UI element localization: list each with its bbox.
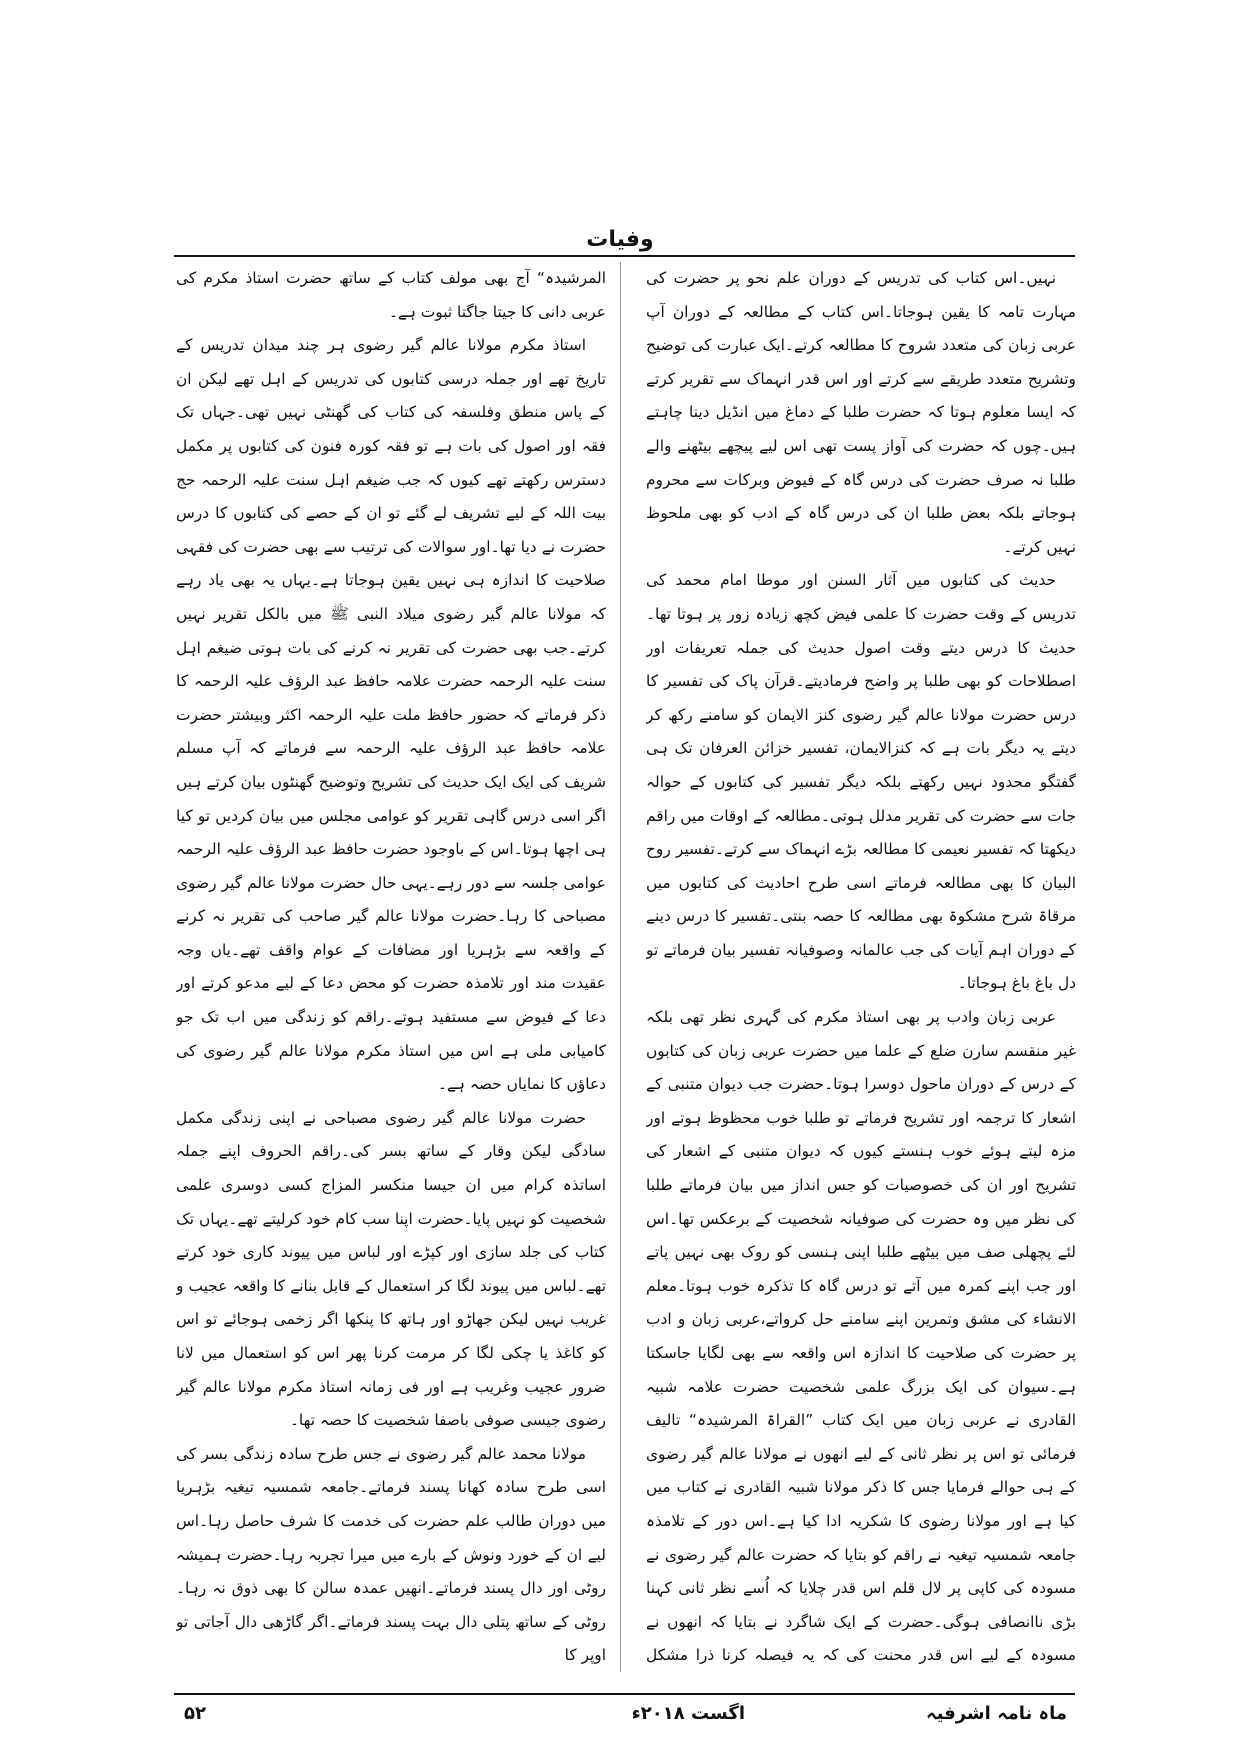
issue-date: اگست ۲۰۱۸ء	[631, 1703, 745, 1724]
page-footer	[174, 1697, 1075, 1731]
paragraph: مولانا محمد عالم گیر رضوی نے جس طرح سادہ زندگی بسر کی اسی طرح سادہ کھانا پسند فرماتے۔جامعہ شمسیہ تیغیہ بڑہریا میں دوران طالب علم حضرت کی خدمت کا شرف حاصل رہا۔اس لیے ان کے خورد ونوش کے بارے میں میرا تجربہ رہا۔حضرت ہمیشہ روٹی اور دال پسند فرماتے۔انھیں عمدہ سالن کا بھی ذوق نہ رہا۔روٹی کے ساتھ پتلی دال بہت پسند فرماتے۔اگر گاڑھی دال آجاتی تو اوپر کا	[176, 1444, 606, 1665]
paragraph: حدیث کی کتابوں میں آثار السنن اور موطا امام محمد کی تدریس کے وقت حضرت کا علمی فیض کچھ زیادہ زور پر ہوتا تھا۔حدیث کا درس دیتے وقت اصول حدیث کی جملہ تعریفات اور اصطلاحات کو بھی طلبا پر واضح فرمادیتے۔قرآن پاک کی تفسیر کا درس حضرت مولانا عالم گیر رضوی کنز الایمان کو سامنے رکھ کر دیتے یہ دیگر بات ہے کہ کنزالایمان، تفسیر خزائن العرفان تک ہی گفتگو محدود نہیں رکھتے بلکہ دیگر تفسیر کی کتابوں کے حوالہ جات سے حضرت کی تقریر مدلل ہوتی۔مطالعہ کے اوقات میں راقم دیکھتا کہ تفسیر نعیمی کا مطالعہ بڑے انہماک سے کرتے۔تفسیر روح البیان کا بھی مطالعہ فرماتے اسی طرح احادیث کی کتابوں میں مرقاۃ شرح مشکوۃ بھی مطالعہ کا حصہ بنتی۔تفسیر کا درس دینے کے دوران اہم آیات کی جب عالمانہ وصوفیانہ تفسیر بیان فرماتے تو دل باغ باغ ہوجاتا۔	[646, 571, 1076, 993]
paragraph: حضرت مولانا عالم گیر رضوی مصباحی نے اپنی زندگی مکمل سادگی لیکن وقار کے ساتھ بسر کی۔راقم الحروف اپنے جملہ اساتذہ کرام میں ان جیسا منکسر المزاج کسی دوسری علمی شخصیت کو نہیں پایا۔حضرت اپنا سب کام خود کرلیتے تھے۔یہاں تک کتاب کی جلد سازی اور کپڑے اور لباس میں پیوند کاری خود کرتے تھے۔لباس میں پیوند لگا کر استعمال کے قابل بنانے کا واقعہ عجیب و غریب نہیں لیکن جھاڑو اور ہاتھ کا پنکھا اگر زخمی ہوجائے تو اس کو کاغذ یا چکی لگا کر مرمت کرنا پھر اس کو استعمال میں لانا ضرور عجیب وغریب ہے اور فی زمانہ استاذ مکرم مولانا عالم گیر رضوی جیسی صوفی باصفا شخصیت کا حصہ تھا۔	[176, 1108, 606, 1430]
left-column	[176, 262, 606, 1672]
section-title: وفیات	[586, 227, 654, 252]
paragraph: المرشیدہ“ آج بھی مولف کتاب کے ساتھ حضرت استاذ مکرم کی عربی دانی کا جیتا جاگتا ثبوت ہے۔	[176, 269, 606, 321]
paragraph: عربی زبان وادب پر بھی استاذ مکرم کی گہری نظر تھی بلکہ غیر منقسم سارن ضلع کے علما میں حضرت عربی زبان کی کتابوں کے درس کے دوران ماحول دوسرا ہوتا۔حضرت جب دیوان متنبی کے اشعار کا ترجمہ اور تشریح فرماتے تو طلبا خوب محظوظ ہوتے اور مزہ لیتے ہوئے خوب ہنستے کیوں کہ دیوان متنبی کے اشعار کی تشریح اور ان کی خصوصیات کو جس انداز میں بیان فرماتے طلبا کی نظر میں وہ حضرت کی صوفیانہ شخصیت کے برعکس تھا۔اس لئے پچھلی صف میں بیٹھے طلبا اپنی ہنسی کو روک بھی نہیں پاتے اور جب اپنے کمرہ میں آتے تو درس گاہ کا تذکرہ خوب ہوتا۔معلم الانشاء کی مشق وتمرین اپنے سامنے حل کرواتے،عربی زبان و ادب پر حضرت کی صلاحیت کا اندازہ اس واقعہ سے بھی لگایا جاسکتا ہے۔سیوان کی ایک بزرگ علمی شخصیت حضرت علامہ شبیہ القادری نے عربی زبان میں ایک کتاب ”القراۃ المرشیدہ“ تالیف فرمائی تو اس پر نظر ثانی کے لیے انھوں نے مولانا عالم گیر رضوی کے ہی حوالے فرمایا جس کا ذکر مولانا شبیہ القادری نے کتاب میں کیا ہے اور مولانا رضوی کا شکریہ ادا کیا ہے۔اس دور کے تلامذہ جامعہ شمسیہ تیغیہ نے راقم کو بتایا کہ حضرت عالم گیر رضوی نے مسودہ کی کاپی پر لال قلم اس قدر چلایا کہ اُسے نظر ثانی کہنا بڑی ناانصافی ہوگی۔حضرت کے ایک شاگرد نے بتایا کہ انھوں نے مسودہ کے لیے اس قدر محنت کی کہ یہ فیصلہ کرنا ذرا مشکل	[646, 1008, 1076, 1665]
paragraph: استاذ مکرم مولانا عالم گیر رضوی ہر چند میدان تدریس کے تاریخ تھے اور جملہ درسی کتابوں کی تدریس کے اہل تھے لیکن ان کے پاس منطق وفلسفہ کی کتاب کی گھنٹی نہیں تھی۔جہاں تک فقہ اور اصول کی بات ہے تو فقہ کورہ فنون کی کتابوں پر مکمل دسترس رکھتے تھے کیوں کہ جب ضیغم اہل سنت علیہ الرحمہ حج بیت اللہ کے لیے تشریف لے گئے تو ان کے حصے کی کتابوں کا درس حضرت نے دیا تھا۔اور سوالات کی ترتیب سے بھی حضرت کی فقہی صلاحیت کا اندازہ ہی نہیں یقین ہوجاتا ہے۔یہاں یہ بھی یاد رہے کہ مولانا عالم گیر رضوی میلاد النبی ﷺ میں بالکل تقریر نہیں کرتے۔جب بھی حضرت کی تقریر نہ کرنے کی بات ہوتی ضیغم اہل سنت علیہ الرحمہ حضرت علامہ حافظ عبد الرؤف علیہ الرحمہ کا ذکر فرماتے کہ حضور حافظ ملت علیہ الرحمہ اکثر وبیشتر حضرت علامہ حافظ عبد الرؤف علیہ الرحمہ سے فرماتے کہ آپ مسلم شریف کی ایک ایک حدیث کی تشریح وتوضیح گھنٹوں بیان کرتے ہیں اگر اسی درس گاہی تقریر کو عوامی مجلس میں بیان کردیں تو کیا ہی اچھا ہوتا۔اس کے باوجود حضرت حافظ عبد الرؤف علیہ الرحمہ عوامی جلسہ سے دور رہے۔یہی حال حضرت مولانا عالم گیر رضوی مصباحی کا رہا۔حضرت مولانا عالم گیر صاحب کی تقریر نہ کرنے کے واقعہ سے بڑہریا اور مضافات کے عوام واقف تھے۔یاں وجہ عقیدت مند اور تلامذہ حضرت کو محض دعا کے لیے مدعو کرتے اور دعا کے فیوض سے مستفید ہوتے۔راقم کو زندگی میں اب تک جو کامیابی ملی ہے اس میں استاذ مکرم مولانا عالم گیر رضوی کی دعاؤں کا نمایاں حصہ ہے۔	[176, 336, 606, 1094]
header-rule	[174, 255, 1075, 257]
column-divider	[620, 262, 621, 1672]
page-number: ۵۲	[184, 1703, 206, 1724]
footer-rule	[174, 1693, 1075, 1695]
right-column	[646, 262, 1076, 1672]
paragraph: نہیں۔اس کتاب کی تدریس کے دوران علم نحو پر حضرت کی مہارت تامہ کا یقین ہوجاتا۔اس کتاب کے مطالعہ کے دوران آپ عربی زبان کی متعدد شروح کا مطالعہ کرتے۔ایک عبارت کی توضیح وتشریح متعدد طریقے سے کرتے اور اس قدر انہماک سے تقریر کرتے کہ ایسا معلوم ہوتا کہ حضرت طلبا کے دماغ میں انڈیل دینا چاہتے ہیں۔چوں کہ حضرت کی آواز پست تھی اس لیے پیچھے بیٹھنے والے طلبا نہ صرف حضرت کی درس گاہ کے فیوض وبرکات سے محروم ہوجاتے بلکہ بعض طلبا ان کی درس گاہ کے ادب کو بھی ملحوظ نہیں کرتے۔	[646, 269, 1076, 556]
magazine-name: ماہ نامہ اشرفیہ	[926, 1703, 1067, 1724]
